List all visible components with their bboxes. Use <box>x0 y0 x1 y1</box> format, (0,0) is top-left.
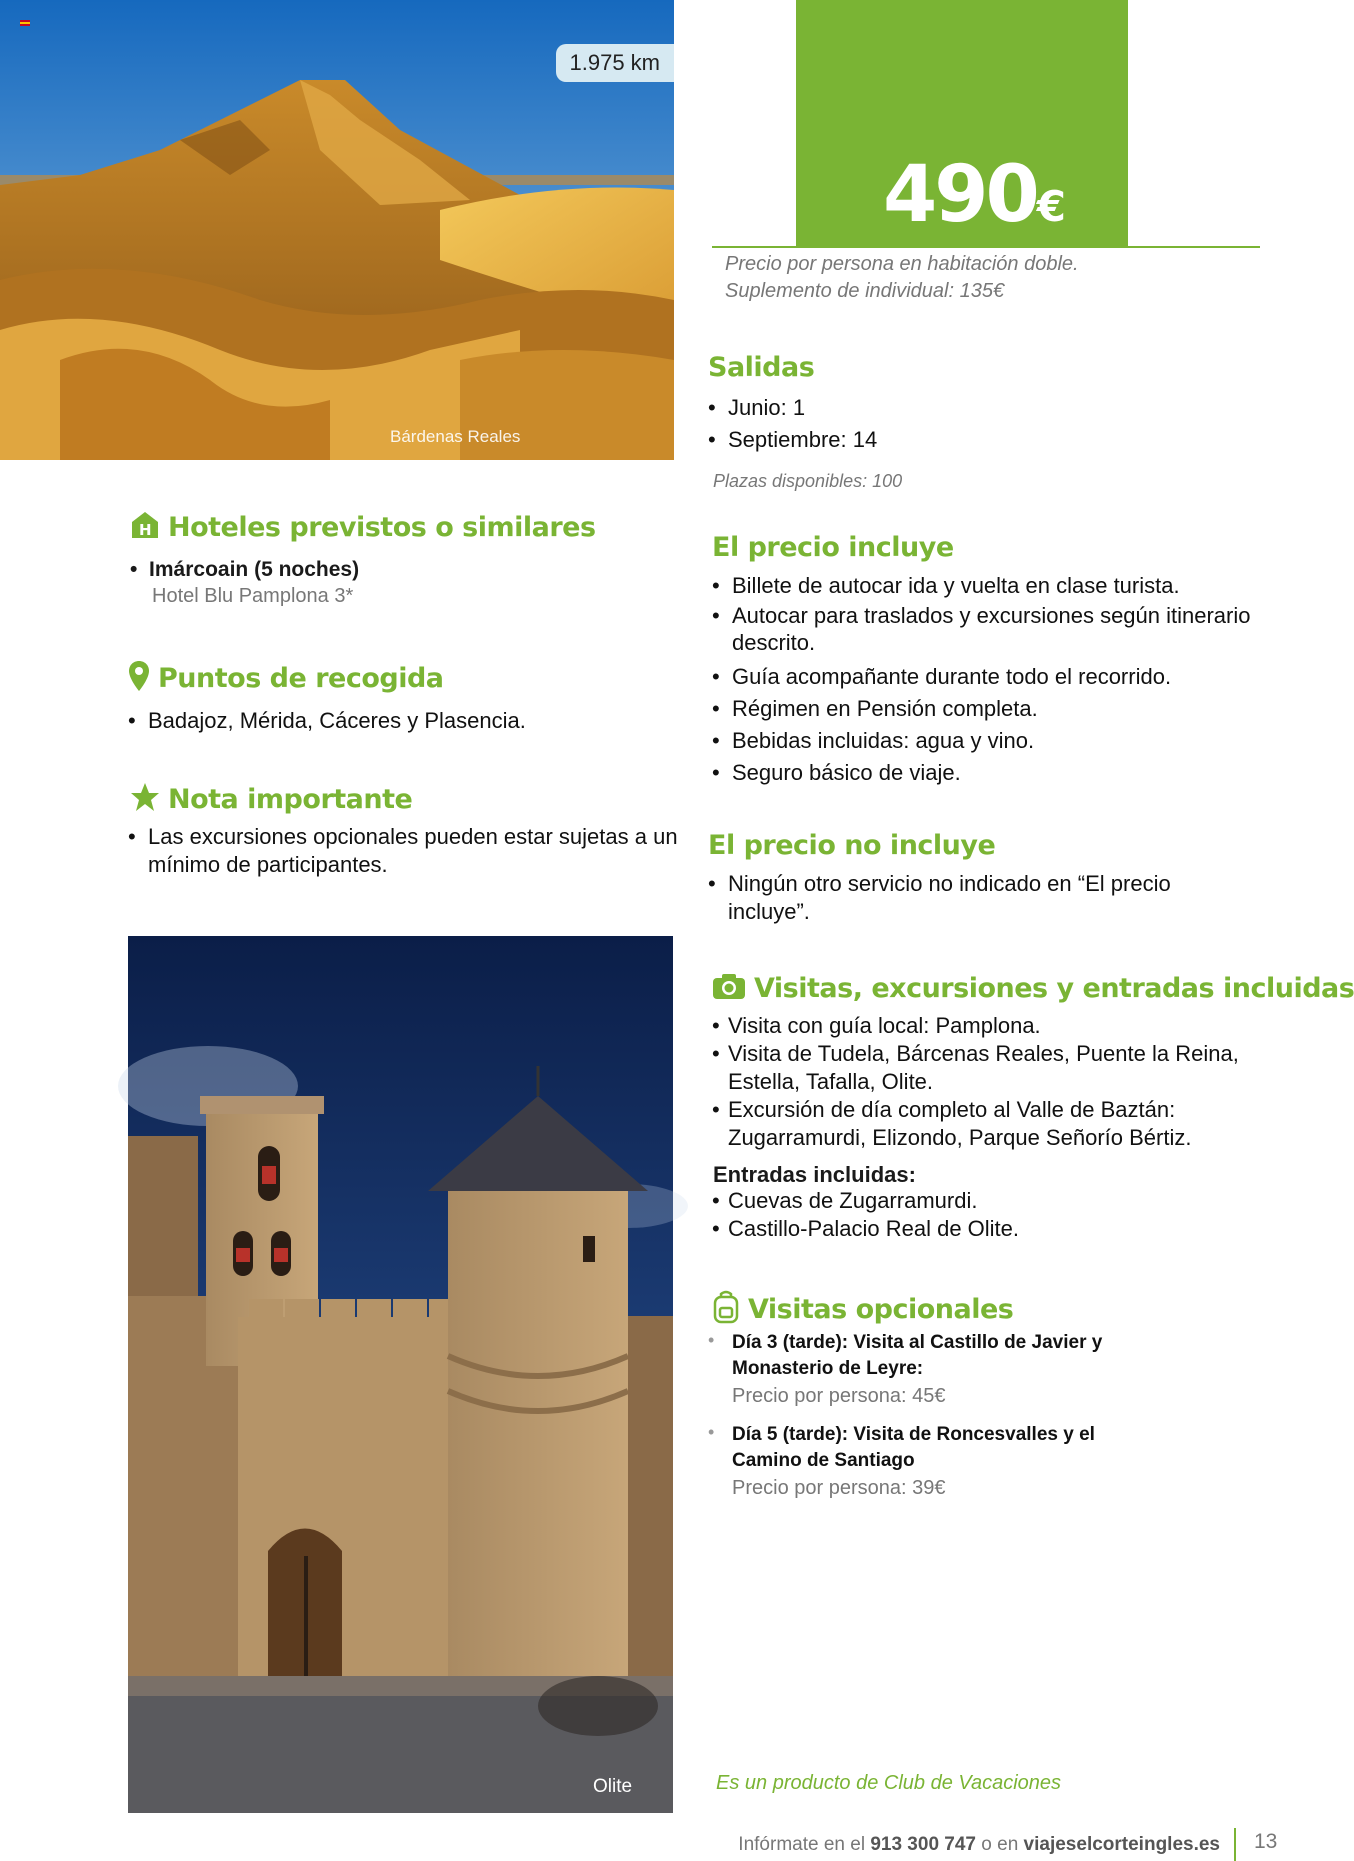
supplement-note: Suplemento de individual: 135€ <box>725 280 1005 302</box>
price-box <box>796 0 1128 246</box>
visitas-list <box>712 1012 1272 1152</box>
currency-symbol: € <box>1036 182 1066 231</box>
recogida-heading <box>128 660 444 699</box>
list-item: • Billete de autocar ida y vuelta en clase turista. <box>712 570 1252 602</box>
opcionales-list <box>708 1330 1168 1514</box>
distance-badge: 1.975 km <box>556 44 675 82</box>
no-incluye-list <box>708 870 1228 926</box>
opcional-title: • Día 3 (tarde): Visita al Castillo de Javier y Monasterio de Leyre: <box>732 1332 1103 1379</box>
opcional-title: • Día 5 (tarde): Visita de Roncesvalles y el Camino de Santiago <box>732 1424 1095 1471</box>
olite-caption: Olite <box>593 1776 633 1797</box>
list-item <box>708 1330 1168 1410</box>
hotel-location: • Imárcoain (5 noches) <box>130 558 360 581</box>
hotel-icon <box>130 510 160 547</box>
list-item: • Cuevas de Zugarramurdi. <box>712 1187 1252 1215</box>
incluye-list <box>712 570 1252 789</box>
footer-info <box>738 1834 1220 1856</box>
list-item: • Septiembre: 14 <box>708 424 1208 456</box>
salidas-list <box>708 392 1208 456</box>
hero-caption: Bárdenas Reales <box>390 427 521 446</box>
star-icon <box>130 782 160 819</box>
svg-text:H: H <box>138 521 152 539</box>
list-item: • Guía acompañante durante todo el recorrido. <box>712 661 1252 693</box>
nota-list <box>128 823 688 879</box>
list-item <box>708 1422 1168 1502</box>
recogida-title: Puntos de recogida <box>158 663 444 694</box>
list-item: • Visita de Tudela, Bárcenas Reales, Puente la Reina, Estella, Tafalla, Olite. <box>712 1040 1272 1096</box>
flag-icon <box>20 20 30 27</box>
price-amount: 490€ <box>882 150 1066 240</box>
footer-divider <box>1234 1828 1236 1861</box>
entradas-list <box>712 1187 1252 1243</box>
price-divider <box>712 246 1260 248</box>
recogida-list <box>128 705 688 737</box>
opcional-price: Precio por persona: 39€ <box>732 1477 946 1499</box>
plazas-note: Plazas disponibles: 100 <box>713 471 903 491</box>
list-item: • Excursión de día completo al Valle de Baztán: Zugarramurdi, Elizondo, Parque Señorío Bértiz. <box>712 1096 1272 1152</box>
camera-icon <box>712 972 746 1007</box>
page-number: 13 <box>1254 1830 1278 1853</box>
list-item: • Las excursiones opcionales pueden estar sujetas a un mínimo de participantes. <box>128 823 688 879</box>
list-item: • Bebidas incluidas: agua y vino. <box>712 725 1252 757</box>
phone-number[interactable]: 913 300 747 <box>870 1834 976 1855</box>
olite-photo <box>128 936 673 1813</box>
list-item: • Seguro básico de viaje. <box>712 757 1252 789</box>
website-link[interactable]: viajeselcorteingles.es <box>1023 1834 1220 1855</box>
opcionales-title: Visitas opcionales <box>748 1294 1014 1325</box>
list-item: • Junio: 1 <box>708 392 1208 424</box>
map-pin-icon <box>128 660 150 699</box>
list-item: • Régimen en Pensión completa. <box>712 693 1252 725</box>
backpack-icon <box>712 1290 740 1331</box>
footer-middle: o en <box>981 1834 1019 1855</box>
list-item: • Visita con guía local: Pamplona. <box>712 1012 1272 1040</box>
club-note: Es un producto de Club de Vacaciones <box>716 1772 1062 1794</box>
price-note <box>725 251 1079 305</box>
hoteles-heading <box>130 510 596 547</box>
list-item: • Castillo-Palacio Real de Olite. <box>712 1215 1252 1243</box>
opcional-price: Precio por persona: 45€ <box>732 1385 946 1407</box>
hotel-list <box>130 556 690 610</box>
entradas-title: Entradas incluidas: <box>713 1162 916 1187</box>
footer-prefix: Infórmate en el <box>738 1834 866 1855</box>
no-incluye-heading: El precio no incluye <box>708 830 996 861</box>
visitas-title: Visitas, excursiones y entradas incluidas <box>754 973 1354 1004</box>
hotel-name: Hotel Blu Pamplona 3* <box>152 585 354 607</box>
visitas-heading <box>712 972 1354 1007</box>
list-item: • Badajoz, Mérida, Cáceres y Plasencia. <box>128 705 688 737</box>
castle-illustration <box>128 936 673 1813</box>
hoteles-title: Hoteles previstos o similares <box>168 512 596 543</box>
incluye-heading: El precio incluye <box>712 532 954 563</box>
nota-heading <box>130 782 412 819</box>
opcionales-heading <box>712 1290 1013 1331</box>
hero-photo <box>0 0 674 460</box>
price-note-line: Precio por persona en habitación doble. <box>725 253 1079 275</box>
salidas-heading: Salidas <box>708 352 815 383</box>
list-item: • Autocar para traslados y excursiones según itinerario descrito. <box>712 602 1252 656</box>
list-item: • Ningún otro servicio no indicado en “El precio incluye”. <box>708 870 1228 926</box>
nota-title: Nota importante <box>168 784 413 815</box>
